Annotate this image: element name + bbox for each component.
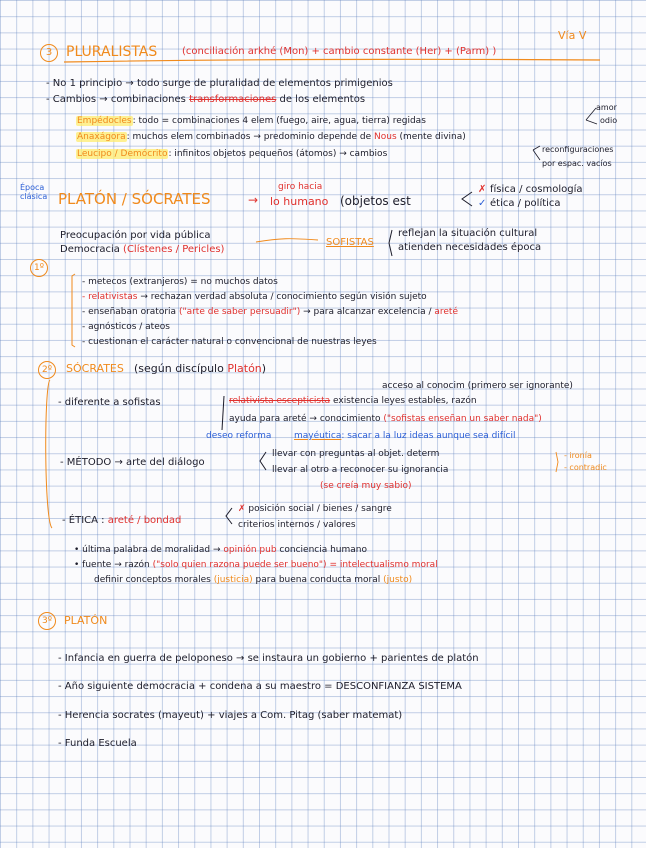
deseo-reforma: deseo reforma xyxy=(206,431,272,441)
mayeutica: mayéutica: sacar a la luz ideas aunque sea difícil xyxy=(294,431,516,441)
x-mark: ✗ xyxy=(478,184,487,195)
section-title: PLURALISTAS xyxy=(66,44,158,60)
sofistas-item: - enseñaban oratoria ("arte de saber persuadir") → para alcanzar excelencia / areté xyxy=(82,307,458,317)
metodo-3: (se creía muy sabio) xyxy=(320,481,412,491)
objetos-label: (objetos est xyxy=(340,194,411,208)
sofistas-item: - cuestionan el carácter natural o convencional de nuestras leyes xyxy=(82,337,377,347)
sofistas-r2: atienden necesidades época xyxy=(398,242,542,253)
platon-socrates-title: PLATÓN / SÓCRATES xyxy=(58,190,211,208)
bullet-2: • fuente → razón ("solo quien razona puede ser bueno") = intelectualismo moral xyxy=(74,560,438,570)
sofistas-r1: reflejan la situación cultural xyxy=(398,228,538,239)
bullet-3: definir conceptos morales (justicia) para buena conducta moral (justo) xyxy=(94,575,413,585)
section-number-2: 2º xyxy=(38,361,56,379)
section-subtitle: (conciliación arkhé (Mon) + cambio constante (Her) + (Parm) ) xyxy=(182,46,497,57)
metodo-2: llevar al otro a reconocer su ignorancia xyxy=(272,465,449,475)
sofistas-label: SOFISTAS xyxy=(326,237,374,248)
section-number-3: 3º xyxy=(38,612,56,630)
list-item: - No 1 principio → todo surge de pluralidad de elementos primigenios xyxy=(46,78,393,89)
etica-2: criterios internos / valores xyxy=(238,520,356,530)
socrates-diff: - diferente a sofistas xyxy=(58,397,161,408)
corner-note: Vía V xyxy=(558,29,587,42)
platon-item: - Año siguiente democracia + condena a su maestro = DESCONFIANZA SISTEMA xyxy=(58,681,462,692)
metodo-1: llevar con preguntas al objet. determ xyxy=(272,449,440,459)
metodo-line: - MÉTODO → arte del diálogo xyxy=(60,457,205,468)
sofistas-item: - relativistas → rechazan verdad absoluta / conocimiento según visión sujeto xyxy=(82,292,427,302)
etica-line: - ÉTICA : areté / bondad xyxy=(62,515,182,526)
etica-1: ✗ posición social / bienes / sangre xyxy=(238,504,392,514)
sofistas-item: - metecos (extranjeros) = no muchos datos xyxy=(82,277,278,287)
clasica-label: clásica xyxy=(20,192,48,201)
preocupacion-line: Preocupación por vida pública xyxy=(60,230,211,241)
section-number-1: 1º xyxy=(30,259,48,277)
socrates-d0: acceso al conocim (primero ser ignorante) xyxy=(382,381,573,391)
sofistas-item: - agnósticos / ateos xyxy=(82,322,170,332)
socrates-title: SÓCRATES xyxy=(66,362,124,375)
section-number: 3 xyxy=(40,44,58,62)
leucipo-r1: reconfiguraciones xyxy=(542,145,614,154)
fisica-label: física / cosmología xyxy=(490,184,583,195)
platon-item: - Funda Escuela xyxy=(58,738,137,749)
giro-label: giro hacia xyxy=(278,182,323,192)
democracia-line: Democracia (Clístenes / Pericles) xyxy=(60,244,225,255)
platon-title: PLATÓN xyxy=(64,614,108,627)
leucipo-line: Leucipo / Demócrito: infinitos objetos pequeños (átomos) → cambios xyxy=(77,149,388,159)
empedocles-line: Empédocles: todo = combinaciones 4 elem (fuego, aire, agua, tierra) regidas xyxy=(77,116,426,126)
platon-item: - Herencia socrates (mayeut) + viajes a Com. Pitag (saber matemat) xyxy=(58,710,403,721)
lo-humano: lo humano xyxy=(270,195,329,208)
socrates-d2: ayuda para areté → conocimiento ("sofistas enseñan un saber nada") xyxy=(229,414,542,424)
check-mark: ✓ xyxy=(478,198,487,209)
arrow: → xyxy=(248,193,259,207)
ironia-label: - ironía xyxy=(564,451,592,460)
epoca-label: Época xyxy=(20,183,45,192)
platon-item: - Infancia en guerra de peloponeso → se instaura un gobierno + parientes de platón xyxy=(58,653,479,664)
anaxagora-line: Anaxágora: muchos elem combinados → predominio depende de Nous (mente divina) xyxy=(77,132,466,142)
list-item: - Cambios → combinaciones transformaciones de los elementos xyxy=(46,94,366,105)
bullet-1: • última palabra de moralidad → opinión pub conciencia humano xyxy=(74,545,367,555)
leucipo-r2: por espac. vacíos xyxy=(542,159,612,168)
amor-label: amor xyxy=(596,103,617,112)
odio-label: odio xyxy=(600,116,618,125)
contradic-label: - contradic xyxy=(564,463,607,472)
socrates-d1: relativista escepticista existencia leyes estables, razón xyxy=(229,396,477,406)
socrates-subtitle: (según discípulo Platón) xyxy=(134,362,267,375)
etica-label: ética / política xyxy=(490,198,561,209)
